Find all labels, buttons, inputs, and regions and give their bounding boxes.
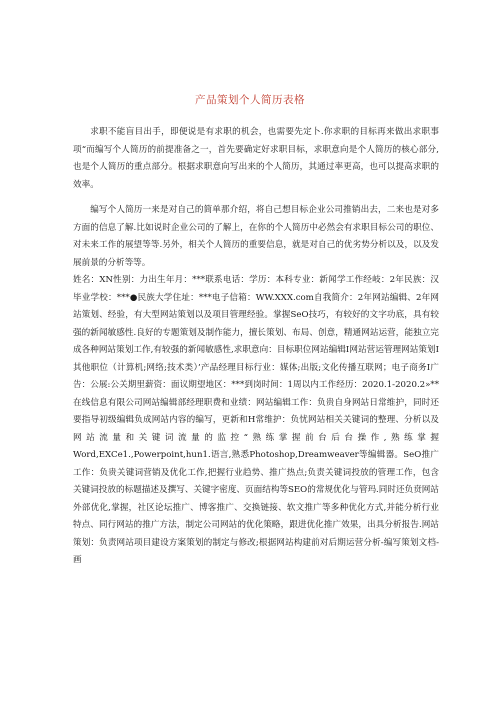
- paragraph-resume-purpose: 编写个人简历一来是对自己的简单那介绍，将自己想目标企业公司推销出去，二来也是对多方面的信息了解.比如说时企业公司的了解上，在你的个人简历中必然会有求职目标公司的职位、对未来工作的展望等等.另外，相关个人简历的重要信息，就是对自己的优劣势分析以及，以及发展前景的分析等等。: [73, 205, 439, 268]
- paragraph-job-target: 求职不能盲目出手，即便说是有求职的机会，也需要先定卜.你求职的目标再来做出求职事项“而编写个人简历的前提准备之一，首先要确定好求职目标，求职意向是个人简历的核心部分,也是个人简历的重点部分。根据求职意向写出来的个人简历，其通过率更高，也可以提高求职的效率。: [73, 127, 439, 190]
- paragraph-resume-details: 姓名：XN性别：力出生年月：***联系电话：学历：本科专业：新闻学工作经岐：2年民族：汉毕业学校：***●民族大学住址：***电子信箱：WW.XXX.com自我简介：2年网站编辑、2年网站策划、经验，有大型网站策划以及项目管理经验。掌握SeO技巧，有较好的文字功底，具有较强的新闻敏感性.良好的专题策划及制作能力，擅长策划、布局、创意，精通网站运营，能独立完成各种网站策划工作,有较强的新闻敏感性,求职意向：目标职位网站编辑I网站营运管理网站策划I其他职位（计算机;网络;技术类）’产品经理目标行业：媒体;出版;文化传播互联网；电子商务I广告：公展:公关期里薪资：面议期望地区：***到岗时间：1周以内工作经历：2020.1-2020.2»**在线信息有限公司网站编辑部经理职费和业绩：网站编辑工作：负贵自身网站日常维护，同时还要指导初级编辑负成网站内容的编写，更新和H常维护：负忧网站相关关键词的整理、分析以及网站流量和关键词流量的监控“熟练掌握前台后台操作,熟练掌握Word,EXCe1.,Powerpoint,hun1.语言,熟悉Photoshop,Dreamweaver等编辑器。SeO推广工作：负贵关键词营销及优化工作,把握行业趋势、推广热点;负责关键词投放的管理工作，包含关键词投放的标题描述及撰写、关键字密度、页面结构等SEO的常规优化与管玛.同时还负贲网站外部优化,掌握，社区论坛推广、博客推广、交换链接、软文推广等多种优化方式,并能分析行业特点、同行网站的推广方法，制定公司网站的优化策略，跟进优化推广效果，出具分析报告.网站策划：负责网站项目建设方案策划的制定与修改;根据网站构建前对后期运营分析-编写策划文档-画: [73, 275, 439, 565]
- document-title: 产品策划个人简历表格: [195, 94, 305, 106]
- document-body: [73, 124, 439, 570]
